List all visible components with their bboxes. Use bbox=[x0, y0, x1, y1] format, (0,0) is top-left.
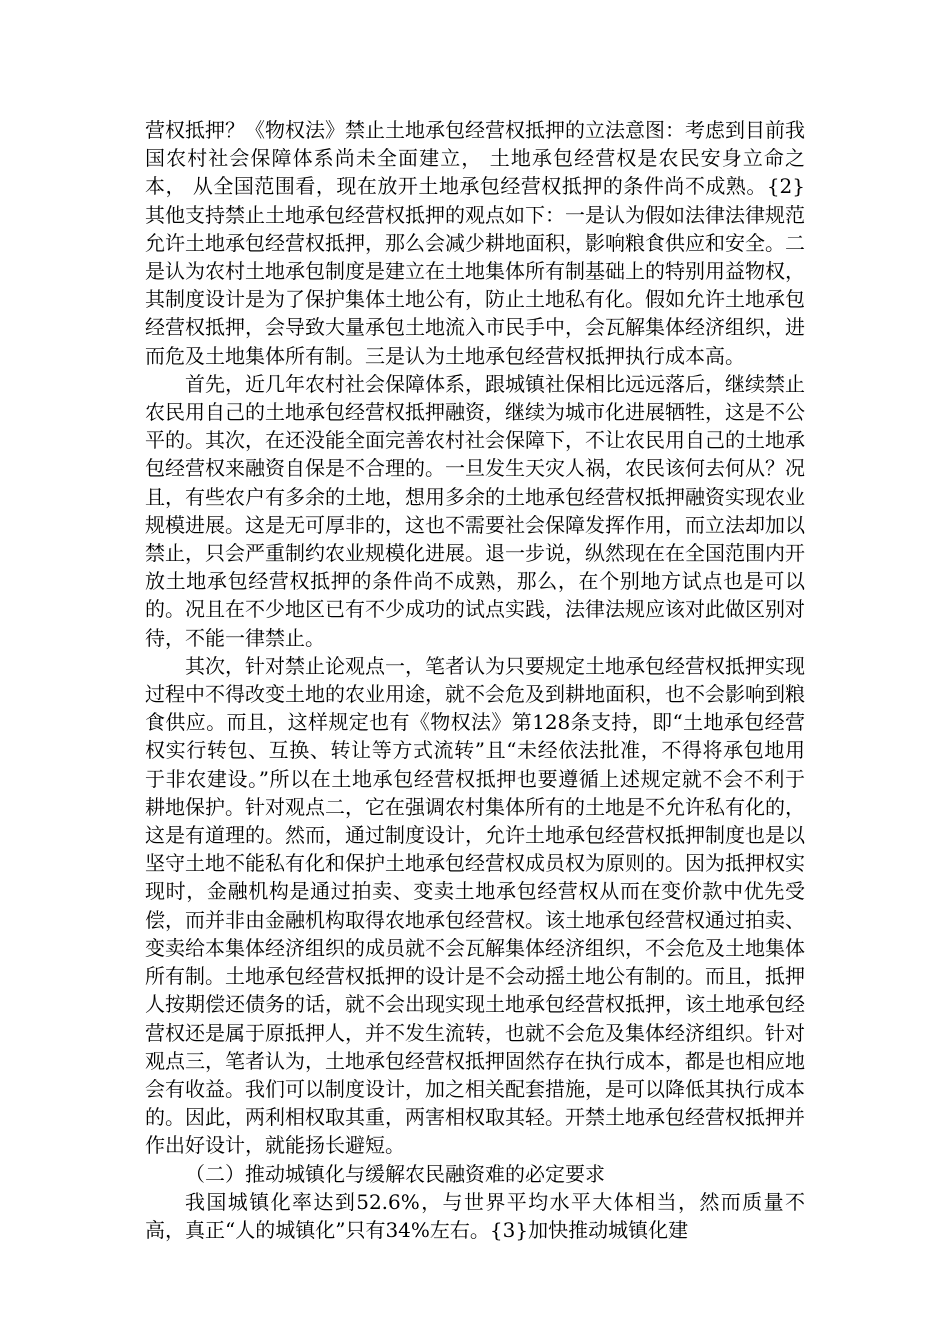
body-paragraph-4: 我国城镇化率达到52.6%，与世界平均水平大体相当，然而质量不高，真正“人的城镇化”只有34%左右。{3}加快推动城镇化建 bbox=[145, 1189, 805, 1242]
body-paragraph-1: 营权抵押？《物权法》禁止土地承包经营权抵押的立法意图：考虑到目前我国农村社会保障体系尚未全面建立， 土地承包经营权是农民安身立命之本， 从全国范围看，现在放开土地承包经营权抵押的条件尚不成熟。{2}其他支持禁止土地承包经营权抵押的观点如下：一是认为假如法律法律规范允许土地承包经营权抵押，那么会减少耕地面积，影响粮食供应和安全。二是认为农村土地承包制度是建立在土地集体所有制基础上的特别用益物权，其制度设计是为了保护集体土地公有，防止土地私有化。假如允许土地承包经营权抵押，会导致大量承包土地流入市民手中，会瓦解集体经济组织，进而危及土地集体所有制。三是认为土地承包经营权抵押执行成本高。 bbox=[145, 118, 805, 368]
section-heading: （二）推动城镇化与缓解农民融资难的必定要求 bbox=[185, 1161, 605, 1186]
document-page bbox=[145, 116, 805, 1244]
body-paragraph-3: 其次，针对禁止论观点一，笔者认为只要规定土地承包经营权抵押实现过程中不得改变土地的农业用途，就不会危及到耕地面积，也不会影响到粮食供应。而且，这样规定也有《物权法》第128条支持，即“土地承包经营权实行转包、互换、转让等方式流转”且“未经依法批准，不得将承包地用于非农建设。”所以在土地承包经营权抵押也要遵循上述规定就不会不利于耕地保护。针对观点二，它在强调农村集体所有的土地是不允许私有化的，这是有道理的。然而，通过制度设计，允许土地承包经营权抵押制度也是以坚守土地不能私有化和保护土地承包经营权成员权为原则的。因为抵押权实现时，金融机构是通过拍卖、变卖土地承包经营权从而在变价款中优先受偿，而并非由金融机构取得农地承包经营权。该土地承包经营权通过拍卖、变卖给本集体经济组织的成员就不会瓦解集体经济组织，不会危及土地集体所有制。土地承包经营权抵押的设计是不会动摇土地公有制的。而且，抵押人按期偿还债务的话，就不会出现实现土地承包经营权抵押，该土地承包经营权还是属于原抵押人，并不发生流转，也就不会危及集体经济组织。针对观点三，笔者认为，土地承包经营权抵押固然存在执行成本，都是也相应地会有收益。我们可以制度设计，加之相关配套措施，是可以降低其执行成本的。因此，两利相权取其重，两害相权取其轻。开禁土地承包经营权抵押并作出好设计，就能扬长避短。 bbox=[145, 653, 805, 1158]
body-paragraph-2: 首先，近几年农村社会保障体系，跟城镇社保相比远远落后，继续禁止农民用自己的土地承包经营权抵押融资，继续为城市化进展牺牲，这是不公平的。其次，在还没能全面完善农村社会保障下，不让农民用自己的土地承包经营权来融资自保是不合理的。一旦发生天灾人祸，农民该何去何从？况且，有些农户有多余的土地，想用多余的土地承包经营权抵押融资实现农业规模进展。这是无可厚非的，这也不需要社会保障发挥作用，而立法却加以禁止，只会严重制约农业规模化进展。退一步说，纵然现在在全国范围内开放土地承包经营权抵押的条件尚不成熟，那么，在个别地方试点也是可以的。况且在不少地区已有不少成功的试点实践，法律法规应该对此做区别对待，不能一律禁止。 bbox=[145, 371, 805, 650]
